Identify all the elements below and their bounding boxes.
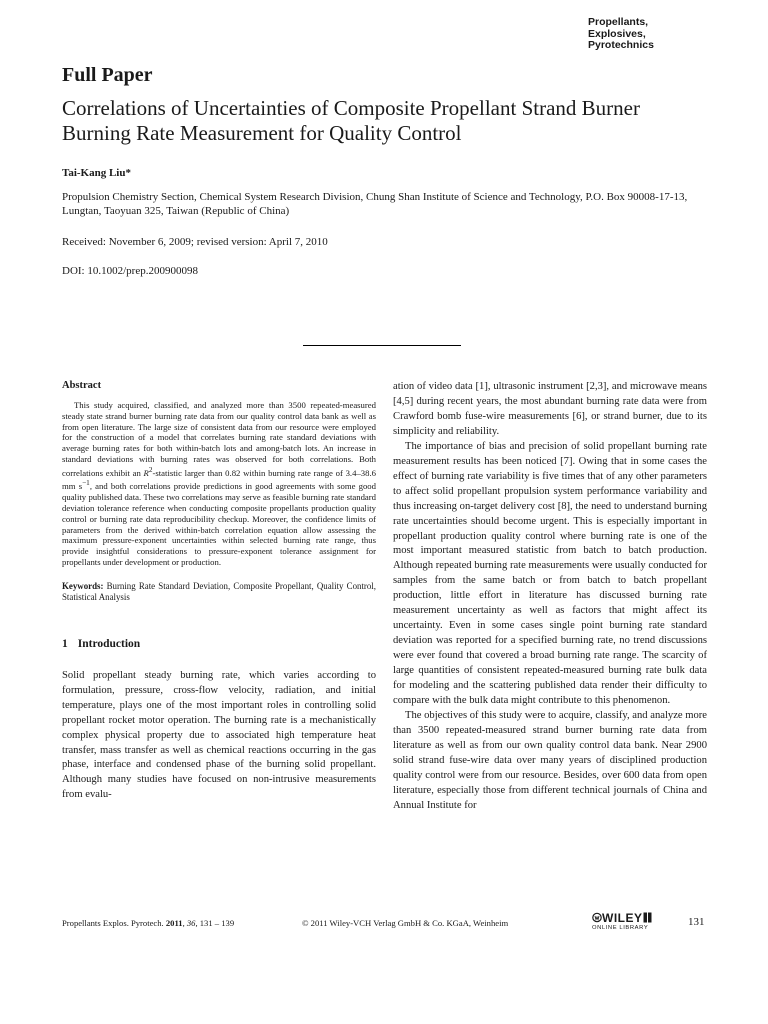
journal-name [588, 17, 708, 52]
r-exponent: 2 [148, 465, 153, 474]
page-number: 131 [688, 916, 705, 928]
right-paragraph-3: The objectives of this study were to acquire, classify, and analyze more than 3500 repeated-measured strand burner burning rate data from literature as well as from our own quality control data bank. Near 2900 solid strand fuse-wire data over many years of disciplined production quality control were from our resource. Besides, over 600 data from open literature, especially those from different technical journals of China and Annual Institute for [393, 709, 708, 811]
section-divider [303, 345, 461, 346]
paper-title: Correlations of Uncertainties of Composite Propellant Strand Burner Burning Rate Measurement for Quality Control [62, 96, 640, 145]
affiliation: Propulsion Chemistry Section, Chemical System Research Division, Chung Shan Institute of Science and Technology, P.O. Box 90008-17-13, Lungtan, Taoyuan 325, Taiwan (Republic of China) [62, 191, 688, 217]
r-symbol: R [143, 467, 149, 478]
keywords-text: Burning Rate Standard Deviation, Composite Propellant, Quality Control, Statistical Analysis [62, 580, 376, 603]
citation-year: 2011 [165, 918, 183, 928]
footer-citation [62, 918, 234, 928]
section-number: 1 [62, 637, 68, 650]
received-dates: Received: November 6, 2009; revised version: April 7, 2010 [62, 236, 328, 248]
keywords-label: Keywords: [62, 580, 104, 591]
keywords [62, 581, 376, 604]
library-book-icon [643, 911, 652, 925]
introduction-heading [62, 638, 376, 650]
journal-name-line-3: Pyrotechnics [588, 39, 654, 51]
wiley-symbol-icon [592, 911, 602, 925]
section-title: Introduction [77, 637, 141, 650]
right-paragraph-2: The importance of bias and precision of solid propellant burning rate measurement results has been noticed [7]. Owing that in some cases the effect of burning rate variability is five times that of any other parameters to affect solid propellant propulsion system performance variability and thus increasing on-target delivery cost [8], the need to understand burning rate uncertainties should become urgent. This is especially important in propellant production quality control where burning rate is one of the most important measured statistic from batch to batch production. Although repeated burning rate measurements were usually conducted for samples from the same batch or from batch to batch propellant production, little effort in literature has discussed burning rate measurement uncertainty as well as factors that might affect its uncertainty. Even in some cases single point burning rate standard deviation was reported for a specified burning rate, no trend discussions were ever found that covered a broad burning rate range. The scarcity of large quantities of consistent repeated-measured burning rate bulk data for modeling and the scattering published data render their difficulty to compare with the bulk data might contribute to this phenomenon. [393, 440, 707, 707]
right-column [393, 380, 707, 814]
abstract-part-1: This study acquired, classified, and analyzed more than 3500 repeated-measured steady state strand burner burning rate data from our quality control data bank as well as from open literature. The large size of consistent data from our resource were employed for the construction of a model that correlates burning rate standard deviations with average burning rates for both within-batch lots and among-batch lots. An increase in standard deviations with burning rates was observed for both correlations. Both correlations exhibit an [62, 400, 376, 478]
author: Tai-Kang Liu* [62, 167, 131, 179]
citation-volume: 36 [186, 918, 196, 928]
unit-exponent: −1 [82, 479, 90, 488]
abstract-part-3: , and both correlations provide predictions in good agreements with some good quality published data. These two correlations may serve as feasible burning rate standard deviation tolerance reference when conducting composite propellants production quality control or burning rate data reproducibility checkup. Moreover, the confidence limits of parameters from the derived within-batch correlation equation allow assessing the maximum pressure-exponent uncertainties within selected burning rate range, thus provide insightful considerations to pressure-exponent tolerance assignment for propellants under development or production. [62, 481, 376, 567]
abstract-text [62, 400, 376, 568]
doi: DOI: 10.1002/prep.200900098 [62, 265, 198, 277]
citation-prefix: Propellants Explos. Pyrotech. [62, 918, 166, 928]
wiley-logo-sub: ONLINE LIBRARY [592, 925, 649, 931]
citation-pages: , 131 – 139 [195, 918, 235, 928]
citation-sep: , [182, 918, 187, 928]
journal-name-line-2: Explosives, [588, 27, 646, 40]
right-paragraph-1: ation of video data [1], ultrasonic instrument [2,3], and microwave means [4,5] during recent years, the most abundant burning rate data were from Crawford bomb fuse-wire measurements [6], or strand burner, due to its simplicity and reliability. [393, 381, 707, 437]
abstract-part-2: -statistic larger than 0.82 within burning rate range of 3.4–38.6 mm s [62, 467, 376, 492]
article-type: Full Paper [62, 64, 153, 86]
left-column [62, 380, 376, 803]
wiley-logo [592, 912, 656, 932]
journal-name-line-1: Propellants, [588, 16, 649, 28]
intro-paragraph-1: Solid propellant steady burning rate, which varies according to formulation, pressure, cross-flow velocity, radiation, and initial temperature, plays one of the most important roles in controlling solid propellant rocket motor operation. The burning rate is a mechanistically complex physical property due to associated high temperature heat transfer, mass transfer as well as chemical reactions occurring in the gas phase, interface and condensed phase of the burning solid propellant. Although many studies have focused on non-intrusive measurements from evalu- [62, 669, 376, 801]
abstract-heading: Abstract [62, 380, 102, 391]
wiley-logo-text: WILEY [602, 911, 643, 925]
footer-copyright: © 2011 Wiley-VCH Verlag GmbH & Co. KGaA, Weinheim [302, 918, 509, 928]
